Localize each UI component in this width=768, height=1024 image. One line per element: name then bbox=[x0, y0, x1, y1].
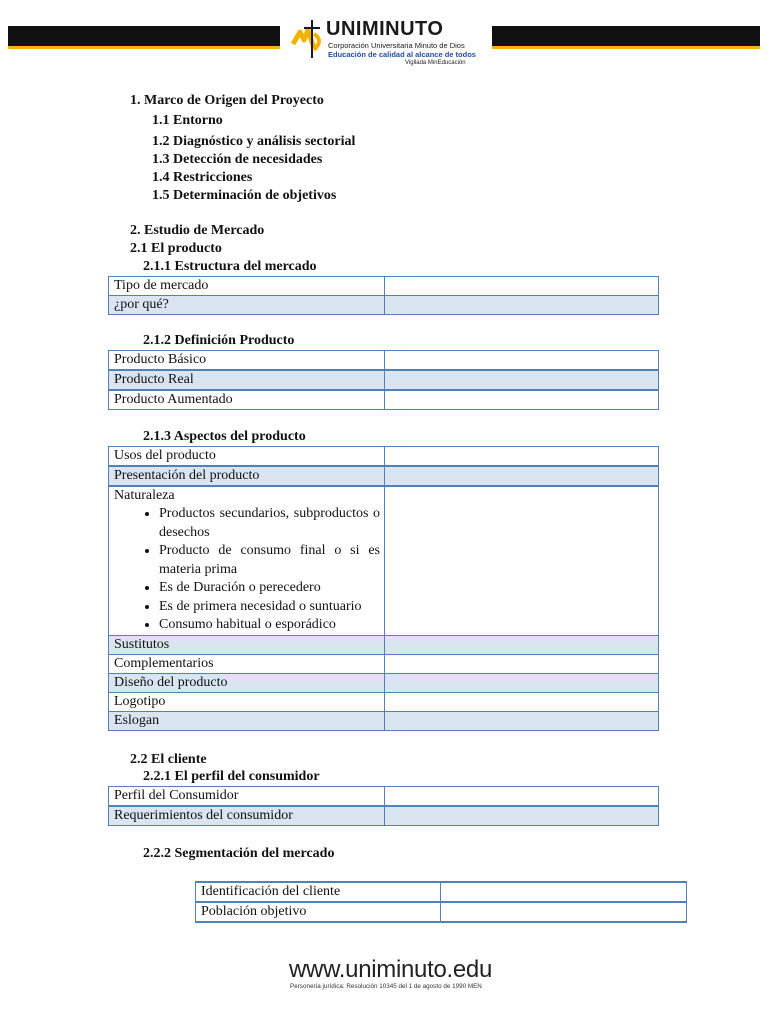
row-value-cell[interactable] bbox=[385, 635, 659, 654]
list-item: • Es de Duración o perecedero bbox=[159, 579, 384, 598]
row-value-cell[interactable] bbox=[441, 882, 687, 902]
subsection-heading: 2.1.2 Definición Producto bbox=[143, 333, 295, 348]
table-row bbox=[109, 635, 659, 654]
section1-item: 1.3 Detección de necesidades bbox=[152, 152, 323, 167]
row-label: Tipo de mercado bbox=[109, 277, 385, 296]
section1-item: 1.4 Restricciones bbox=[152, 170, 253, 185]
table-row bbox=[109, 296, 659, 315]
row-value-cell[interactable] bbox=[385, 390, 659, 410]
row-value-cell[interactable] bbox=[385, 466, 659, 486]
row-value-cell[interactable] bbox=[385, 447, 659, 467]
section1-title: 1. Marco de Origen del Proyecto bbox=[130, 93, 324, 108]
table-row bbox=[196, 882, 687, 902]
row-value-cell[interactable] bbox=[441, 902, 687, 922]
table-row bbox=[109, 673, 659, 692]
row-value-cell[interactable] bbox=[385, 486, 659, 635]
section1-item: 1.1 Entorno bbox=[152, 113, 223, 128]
table-row bbox=[109, 277, 659, 296]
subsection-heading: 2.2.2 Segmentación del mercado bbox=[143, 846, 335, 861]
list-item: • Es de primera necesidad o suntuario bbox=[159, 598, 384, 617]
brand-vigilada: Vigilada MinEducación bbox=[405, 60, 466, 66]
row-label: Requerimientos del consumidor bbox=[109, 806, 385, 826]
table-definicion-producto bbox=[108, 350, 659, 410]
row-label: Producto Básico bbox=[109, 351, 385, 371]
row-label: Usos del producto bbox=[109, 447, 385, 467]
row-label: Naturaleza bbox=[114, 488, 175, 503]
table-row bbox=[109, 466, 659, 486]
row-label: ¿por qué? bbox=[109, 296, 385, 315]
subsection-heading: 2.2.1 El perfil del consumidor bbox=[143, 769, 320, 784]
section2-title: 2. Estudio de Mercado bbox=[130, 223, 265, 238]
row-value-cell[interactable] bbox=[385, 806, 659, 826]
row-value-cell[interactable] bbox=[385, 654, 659, 673]
table-row bbox=[109, 711, 659, 730]
section1-item: 1.2 Diagnóstico y análisis sectorial bbox=[152, 134, 356, 149]
row-label: Población objetivo bbox=[196, 902, 441, 922]
footer-url: www.uniminuto.edu bbox=[289, 956, 493, 983]
table-row bbox=[196, 902, 687, 922]
uniminuto-logo bbox=[290, 12, 486, 68]
table-row bbox=[109, 447, 659, 467]
row-label: Producto Real bbox=[109, 370, 385, 390]
row-label: Producto Aumentado bbox=[109, 390, 385, 410]
logo-mark-icon bbox=[290, 14, 326, 60]
footer-legal-note: Personería jurídica: Resolución 10345 del 1 de agosto de 1990 MEN bbox=[290, 983, 482, 990]
row-value-cell[interactable] bbox=[385, 711, 659, 730]
list-item: • Consumo habitual o esporádico bbox=[159, 616, 384, 635]
table-segmentacion-mercado bbox=[195, 881, 687, 923]
header-bar-left bbox=[8, 26, 280, 49]
table-row bbox=[109, 654, 659, 673]
naturaleza-list bbox=[114, 505, 384, 635]
table-row bbox=[109, 390, 659, 410]
table-perfil-consumidor bbox=[108, 786, 659, 826]
table-row bbox=[109, 692, 659, 711]
table-row bbox=[109, 806, 659, 826]
list-item: • Producto de consumo final o si es materia prima bbox=[159, 542, 384, 579]
brand-name: UNIMINUTO bbox=[326, 18, 444, 40]
table-estructura-mercado bbox=[108, 276, 659, 315]
row-value-cell[interactable] bbox=[385, 692, 659, 711]
row-value-cell[interactable] bbox=[385, 370, 659, 390]
row-label: Sustitutos bbox=[109, 635, 385, 654]
subsection-title: 2.2 El cliente bbox=[130, 752, 207, 767]
row-label: Identificación del cliente bbox=[196, 882, 441, 902]
section1-item: 1.5 Determinación de objetivos bbox=[152, 188, 337, 203]
row-label: Diseño del producto bbox=[109, 673, 385, 692]
subsection-heading: 2.1.3 Aspectos del producto bbox=[143, 429, 306, 444]
row-value-cell[interactable] bbox=[385, 673, 659, 692]
list-item: • Productos secundarios, subproductos o desechos bbox=[159, 505, 384, 542]
brand-subtitle: Corporación Universitaria Minuto de Dios bbox=[328, 41, 465, 50]
table-row bbox=[109, 370, 659, 390]
brand-slogan: Educación de calidad al alcance de todos bbox=[328, 50, 476, 59]
row-label: Logotipo bbox=[109, 692, 385, 711]
row-label: Perfil del Consumidor bbox=[109, 787, 385, 807]
table-row bbox=[109, 486, 659, 635]
row-label: Eslogan bbox=[109, 711, 385, 730]
row-value-cell[interactable] bbox=[385, 351, 659, 371]
row-value-cell[interactable] bbox=[385, 296, 659, 315]
subsection-heading: 2.1.1 Estructura del mercado bbox=[143, 259, 317, 274]
row-value-cell[interactable] bbox=[385, 277, 659, 296]
naturaleza-cell bbox=[109, 486, 385, 635]
header-bar-right bbox=[492, 26, 760, 49]
row-label: Presentación del producto bbox=[109, 466, 385, 486]
subsection-title: 2.1 El producto bbox=[130, 241, 222, 256]
row-value-cell[interactable] bbox=[385, 787, 659, 807]
table-row bbox=[109, 787, 659, 807]
row-label: Complementarios bbox=[109, 654, 385, 673]
table-row bbox=[109, 351, 659, 371]
table-aspectos-producto bbox=[108, 446, 659, 731]
